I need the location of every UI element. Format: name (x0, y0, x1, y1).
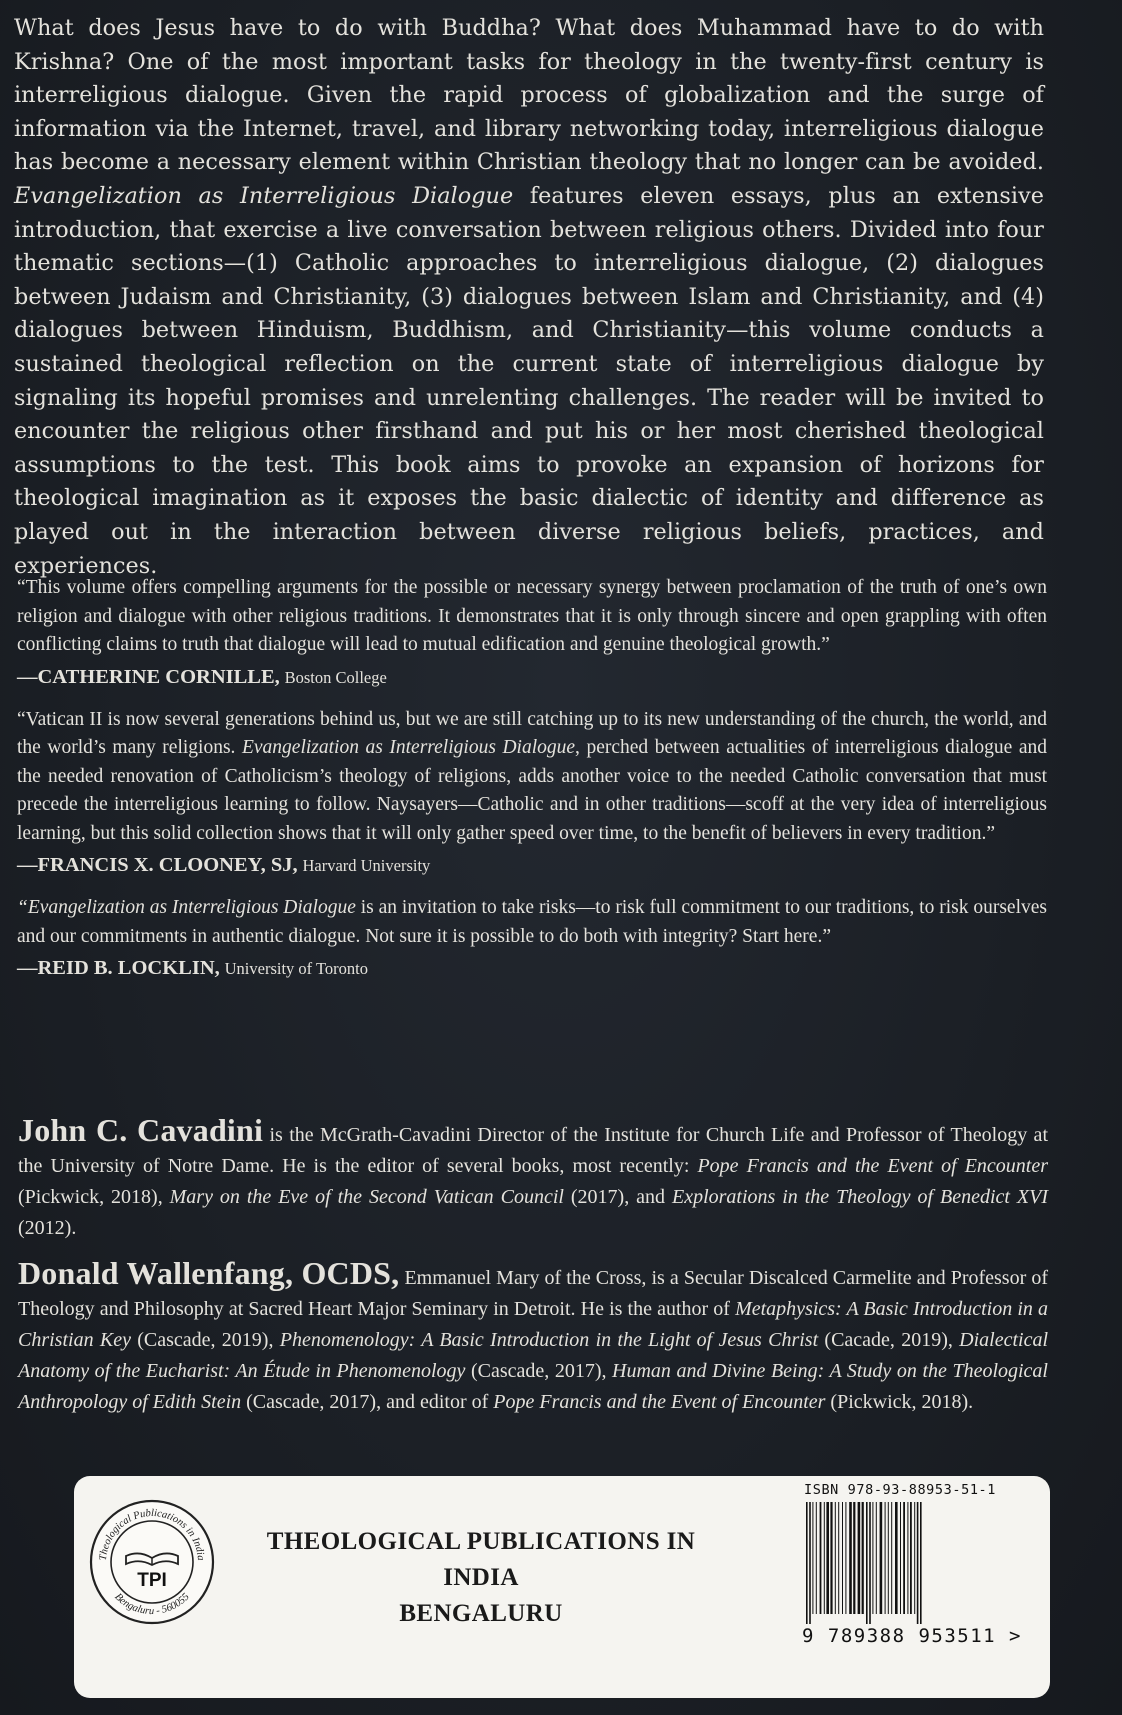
barcode-bar (876, 1502, 877, 1614)
bio-text: (Cacade, 2019), (818, 1329, 960, 1351)
endorsement-text-end: , perched between actualities of interreligious dialogue and the needed renovation of Catholicism’s theology of religions, adds another voice to the needed Catholic conversation that must precede the interreligious learning to follow. Naysayers—Catholic and in other traditions—scoff at the very idea of interreligious learning, but this solid collection shows that it will only gather speed over time, to the benefit of believers in every tradition.” (17, 737, 1047, 844)
description-part-1: What does Jesus have to do with Buddha? What does Muhammad have to do with Krishna? One of the most important tasks for theology in the twenty-first century is interreligious dialogue. Given the rapid process of globalization and the surge of information via the Internet, travel, and library networking today, interreligious dialogue has become a necessary element within Christian theology that no longer can be avoided. (14, 15, 1044, 176)
barcode-bar (838, 1502, 839, 1614)
bio-book-title: Human and Divine Being: A Study on the Theological Anthropology of Edith Stein (18, 1360, 1048, 1413)
barcode-bar (835, 1502, 836, 1614)
endorsement-book-title: Evangelization as Interreligious Dialogue (241, 737, 576, 758)
bio-text: (Pickwick, 2018), (18, 1186, 170, 1208)
barcode-bar (862, 1502, 864, 1614)
bio-text: Emmanuel Mary of the Cross, is a Secular Discalced Carmelite and Professor of Theology and Philosophy at Sacred Heart Major Seminary in Detroit. He is the author of (18, 1267, 1048, 1320)
barcode-bar (849, 1502, 852, 1614)
publisher-seal-icon (88, 1498, 216, 1626)
barcode-bar (866, 1502, 868, 1624)
seal-abbr: TPI (137, 1570, 167, 1591)
barcode-bar (891, 1502, 892, 1614)
barcode-bar (920, 1502, 922, 1624)
bio-text: (Pickwick, 2018). (825, 1391, 974, 1413)
bio-book-title: Metaphysics: A Basic Introduction in a Christian Key (18, 1298, 1049, 1351)
publisher-line1: THEOLOGICAL PUBLICATIONS IN INDIA (266, 1528, 696, 1591)
bio-text: (Cascade, 2019), (130, 1329, 280, 1351)
barcode-bar (806, 1502, 808, 1624)
publisher-city: BENGALURU (399, 1600, 563, 1627)
endorsement-text (17, 894, 1047, 951)
bio-book-title: Mary on the Eve of the Second Vatican Council (169, 1186, 564, 1208)
barcode-bar (914, 1502, 915, 1614)
endorsement-attribution (17, 663, 1047, 692)
publisher-panel (74, 1476, 1050, 1698)
endorser-name: —CATHERINE CORNILLE, (17, 665, 280, 688)
barcode-bar (826, 1502, 829, 1614)
barcode-bar (853, 1502, 855, 1614)
author-name: John C. Cavadini (18, 1112, 264, 1148)
endorsement-text: “This volume offers compelling arguments for the possible or necessary synergy between proclamation of the truth of one’s own religion and dialogue with other religious traditions. It demonstrates that it is only through sincere and open grappling with often conflicting claims to truth that dialogue will lead to mutual edification and genuine theological growth.” (17, 577, 1047, 655)
bio-text: (Cascade, 2017), (465, 1360, 613, 1382)
seal-top-text: Theological Publications in India (97, 1507, 207, 1561)
barcode-bar (816, 1502, 817, 1614)
book-description (14, 12, 1044, 583)
barcode-bar (903, 1502, 905, 1614)
author-name: Donald Wallenfang, OCDS, (18, 1255, 400, 1291)
endorsement-cornille (17, 574, 1047, 692)
barcode-bar (907, 1502, 908, 1614)
barcode-bar (895, 1502, 898, 1614)
description-book-title: Evangelization as Interreligious Dialogue (14, 182, 514, 209)
endorser-name: —FRANCIS X. CLOONEY, SJ, (17, 854, 298, 876)
barcode-bar (842, 1502, 843, 1614)
endorsement-book-title: “Evangelization as Interreligious Dialogue (17, 897, 356, 918)
barcode-bar (858, 1502, 861, 1614)
publisher-name (236, 1524, 726, 1632)
isbn-label: ISBN 978-93-88953-51-1 (804, 1482, 997, 1498)
bio-text: (Cascade, 2017), and editor of (241, 1391, 494, 1413)
bio-wallenfang (18, 1255, 1049, 1418)
endorsement-attribution (17, 954, 1047, 983)
barcode-bar (824, 1502, 825, 1614)
endorsement-locklin (17, 894, 1047, 983)
barcode-bar (830, 1502, 832, 1614)
bio-cavadini (18, 1112, 1048, 1244)
barcode-bar (900, 1502, 901, 1614)
barcode-bar (872, 1502, 873, 1614)
endorsement-text-end: is an invitation to take risks—to risk full commitment to our traditions, to risk ourselves and our commitments in authentic dialogue. Not sure it is possible to do both with integrity? Start here.” (17, 897, 1047, 947)
endorser-institution: Harvard University (302, 856, 431, 875)
barcode-bar (812, 1502, 813, 1614)
description-part-2: features eleven essays, plus an extensive introduction, that exercise a live conversation between religious others. Divided into four thematic sections—(1) Catholic approaches to interreligious dialogue, (2) dialogues between Judaism and Christianity, (3) dialogues between Islam and Christianity, and (4) dialogues between Hinduism, Buddhism, and Christianity—this volume conducts a sustained theological reflection on the current state of interreligious dialogue by signaling its hopeful promises and unrelenting challenges. The reader will be invited to encounter the religious other firsthand and put his or her most cherished theological assumptions to the test. This book aims to provoke an expansion of horizons for theological imagination as it exposes the basic dialectic of identity and difference as played out in the interaction between diverse religious beliefs, practices, and experiences. (14, 182, 1044, 579)
barcode-bar (888, 1502, 889, 1614)
barcode-bar (910, 1502, 912, 1614)
endorser-institution: Boston College (284, 667, 387, 687)
endorser-name: —REID B. LOCKLIN, (17, 957, 220, 979)
endorser-institution: University of Toronto (224, 959, 369, 978)
bio-book-title: Dialectical Anatomy of the Eucharist: An Étude in Phenomenology (18, 1329, 1049, 1382)
bio-book-title: Pope Francis and the Event of Encounter (697, 1155, 1048, 1177)
barcode-bar (869, 1502, 871, 1624)
barcode-bar (820, 1502, 822, 1614)
barcode-bar (809, 1502, 811, 1624)
barcode (802, 1502, 1010, 1624)
isbn-block (802, 1482, 1022, 1647)
bio-book-title: Explorations in the Theology of Benedict XVI (671, 1186, 1048, 1208)
barcode-digits: 9 789388 953511 > (802, 1625, 1022, 1647)
bio-text: (2017), and (563, 1186, 672, 1208)
bio-text: is the McGrath-Cavadini Director of the Institute for Church Life and Professor of Theology at the University of Notre Dame. He is the editor of several books, most recently: (18, 1124, 1048, 1177)
endorsement-clooney (17, 706, 1047, 881)
endorsement-text (17, 706, 1047, 849)
endorsement-text-start: “Vatican II is now several generations behind us, but we are still catching up to its new understanding of the church, the world, and the world’s many religions. (17, 708, 1047, 758)
barcode-bar (845, 1502, 846, 1614)
bio-book-title: Phenomenology: A Basic Introduction in the Light of Jesus Christ (279, 1329, 819, 1351)
seal-bottom-text: Bengaluru - 560055 (112, 1591, 192, 1618)
endorsement-attribution (17, 851, 1047, 880)
bio-book-title: Pope Francis and the Event of Encounter (493, 1391, 826, 1413)
bio-text: (2012). (18, 1217, 77, 1239)
author-bios (18, 1112, 1049, 1432)
endorsements (17, 574, 1047, 997)
barcode-bar (880, 1502, 883, 1614)
barcode-bar (917, 1502, 919, 1624)
barcode-bar (885, 1502, 886, 1614)
